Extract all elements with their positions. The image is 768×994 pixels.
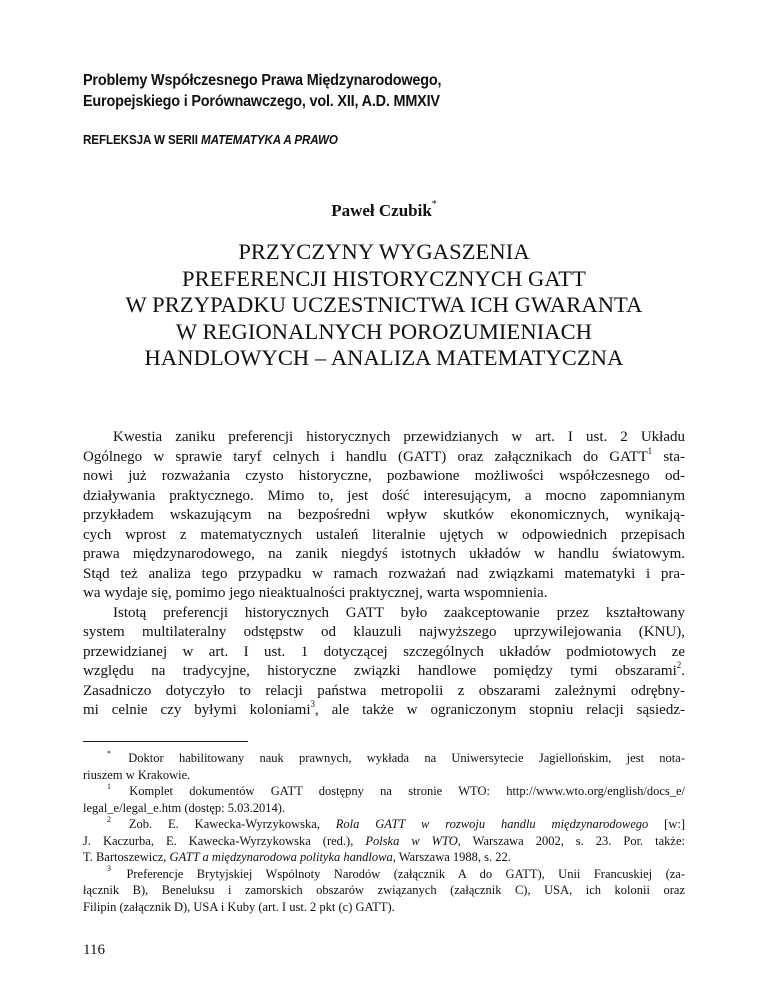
body-line: względu na tradycyjne, historyczne związki handlowe pomiędzy tymi obszarami$^2$.	[83, 660, 685, 679]
body-line: nowi już rozważania czysto historyczne, pozbawione możliwości współczesnego od-	[83, 468, 685, 484]
author	[0, 201, 768, 221]
body-line: Zasadniczo dotyczyło to relacji państwa metropolii z obszarami zależnymi odrębny-	[83, 682, 685, 699]
footnote-line: riuszem w Krakowie.	[83, 767, 191, 782]
journal-title-line-1: Problemy Współczesnego Prawa Międzynarodowego,	[83, 72, 442, 89]
body-line: Ogólnego w sprawie taryf celnych i handlu (GATT) oraz załącznikach do GATT$^1$ sta-	[83, 445, 685, 465]
footnote-separator	[83, 741, 248, 742]
body-line: cych wprost z matematycznych ustaleń literalnie ujętych w odpowiednich przepisach	[83, 526, 685, 543]
body-text	[83, 428, 685, 721]
article-title	[70, 239, 698, 372]
body-line: działywania praktycznego. Mimo to, jest dość interesującym, a mocno zapomnianym	[83, 487, 685, 504]
body-line: system multilateralny odstępstw od klauzuli najwyższego uprzywilejowania (KNU),	[83, 624, 685, 640]
title-line: PREFERENCJI HISTORYCZNYCH GATT	[182, 265, 586, 291]
footnote-line: legal_e/legal_e.htm (dostęp: 5.03.2014).	[83, 800, 286, 815]
footnote-line: J. Kaczurba, E. Kawecka-Wyrzykowska (red.), Polska w WTO, Warszawa 2002, s. 23. Por. także:	[83, 833, 685, 848]
body-line: prawa międzynarodowego, na zanik niegdyś istotnych układów w handlu światowym.	[83, 546, 685, 562]
journal-header	[83, 70, 660, 112]
footnote-mark: 1	[107, 781, 111, 791]
body-line: Stąd też analiza tego przypadku w ramach rozważań nad związkami matematyki i pra-	[83, 565, 685, 582]
footnotes	[83, 750, 685, 915]
title-line: PRZYCZYNY WYGASZENIA	[238, 239, 530, 264]
author-footnote-mark: *	[431, 199, 437, 211]
footnote-line: łącznik B), Beneluksu i zamorskich obszarów związanych (załącznik C), USA, ich kolonii oraz	[83, 883, 685, 897]
body-line: mi celnie czy byłymi koloniami$^3$, ale także w ograniczonym stopniu relacji sąsiedz-	[83, 699, 685, 718]
footnote-line: Filipin (załącznik D), USA i Kuby (art. I ust. 2 pkt (c) GATT).	[83, 899, 395, 914]
body-line: przykładem wskazującym na bezpośredni wpływ skutków ekonomicznych, wynikają-	[83, 507, 685, 523]
body-line: przewidzianej w art. I ust. 1 dotyczącej szczególnych układów podmiotowych ze	[83, 643, 685, 660]
title-line: HANDLOWYCH – ANALIZA MATEMATYCZNA	[144, 345, 624, 370]
body-line: wa wydaje się, pomimo jego nieaktualności praktycznej, warta wspomnienia.	[83, 585, 548, 601]
footnote-mark: 3	[107, 864, 111, 874]
footnote-ref: 3	[310, 699, 316, 709]
footnote-line: $^3$ Preferencje Brytyjskiej Wspólnoty Narodów (załącznik A do GATT), Unii Francuskiej (za-	[107, 864, 686, 881]
body-line: Kwestia zaniku preferencji historycznych przewidzianych w art. I ust. 2 Układu	[113, 429, 685, 445]
footnote-ref: 2	[676, 660, 682, 670]
series-name: MATEMATYKA A PRAWO	[201, 133, 338, 147]
body-line: Istotą preferencji historycznych GATT było zaakceptowanie przez kształtowany	[113, 604, 685, 621]
title-line: W PRZYPADKU UCZESTNICTWA ICH GWARANTA	[125, 292, 643, 317]
series-prefix: REFLEKSJA W SERII	[83, 133, 202, 147]
author-name: Paweł Czubik	[331, 201, 432, 220]
footnote-line: * Doktor habilitowany nauk prawnych, wykłada na Uniwersytecie Jagiellońskim, jest nota-	[107, 748, 685, 765]
page-number: 116	[83, 942, 105, 958]
series-label	[83, 133, 338, 147]
journal-title-line-2: Europejskiego i Porównawczego, vol. XII, A.D. MMXIV	[83, 93, 440, 110]
footnote-mark: 2	[107, 814, 111, 824]
footnote-line: T. Bartoszewicz, GATT a międzynarodowa polityka handlowa, Warszawa 1988, s. 22.	[83, 850, 511, 864]
footnote-mark: *	[107, 748, 111, 758]
title-line: W REGIONALNYCH POROZUMIENIACH	[175, 318, 593, 344]
footnote-line: $^1$ Komplet dokumentów GATT dostępny na stronie WTO: http://www.wto.org/english/docs_e/	[107, 781, 686, 798]
footnote-ref: 1	[647, 445, 653, 456]
footnote-line: $^2$ Zob. E. Kawecka-Wyrzykowska, Rola GATT w rozwoju handlu międzynarodowego [w:]	[107, 814, 686, 831]
